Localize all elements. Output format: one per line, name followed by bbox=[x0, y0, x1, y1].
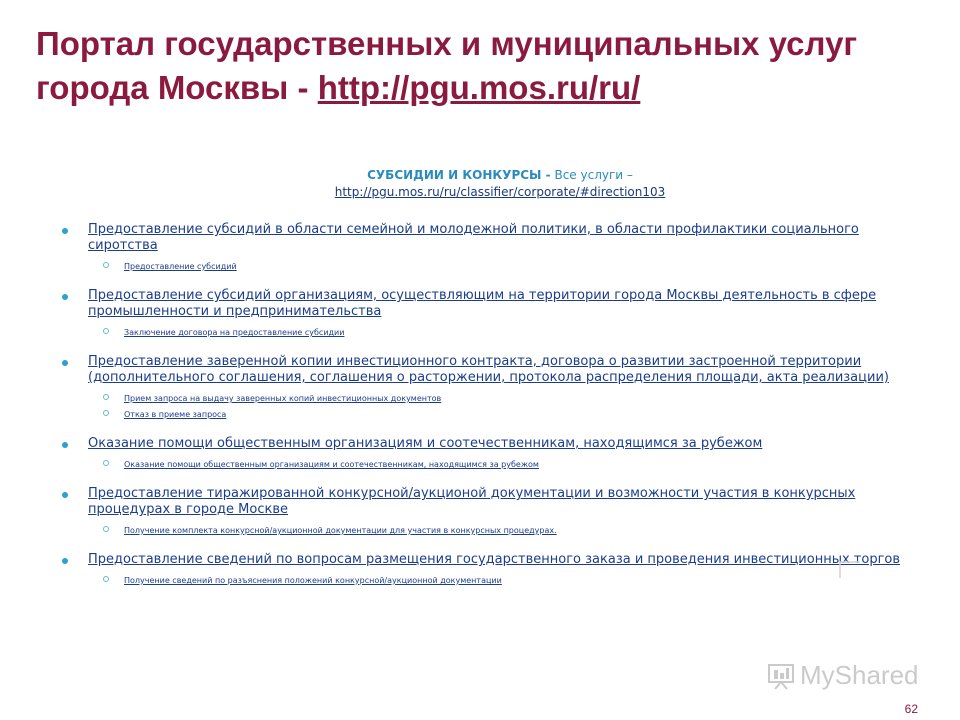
section-subheading bbox=[300, 167, 700, 201]
sub-list bbox=[88, 572, 910, 587]
service-link[interactable]: Предоставление субсидий организациям, осуществляющим на территории города Москвы деятельность в сфере промышленности и предпринимательства bbox=[88, 288, 877, 319]
watermark-text: MyShared bbox=[800, 660, 919, 690]
classifier-link[interactable]: http://pgu.mos.ru/ru/classifier/corporate/#direction103 bbox=[334, 185, 666, 199]
sub-list bbox=[88, 258, 910, 273]
slide-title-text: Портал государственных и муниципальных услуг города Москвы - bbox=[36, 25, 858, 106]
list-item bbox=[60, 436, 910, 471]
sub-service-link[interactable]: Оказание помощи общественным организациям и соотечественникам, находящимся за рубежом bbox=[124, 460, 539, 469]
subheading-bold: СУБСИДИИ И КОНКУРСЫ - bbox=[367, 168, 551, 182]
sub-service-link[interactable]: Получение сведений по разъяснения положений конкурсной/аукционной документации bbox=[124, 576, 502, 585]
service-link[interactable]: Предоставление сведений по вопросам размещения государственного заказа и проведения инвестиционных торгов bbox=[88, 552, 901, 567]
sub-list-item bbox=[88, 406, 910, 421]
watermark-logo bbox=[766, 660, 919, 691]
service-link[interactable]: Оказание помощи общественным организациям и соотечественникам, находящимся за рубежом bbox=[88, 436, 763, 451]
sub-list bbox=[88, 456, 910, 471]
sub-list bbox=[88, 522, 910, 537]
sub-list-item bbox=[88, 390, 910, 405]
slide-title bbox=[36, 22, 936, 110]
sub-service-link[interactable]: Прием запроса на выдачу заверенных копий инвестиционных документов bbox=[124, 394, 442, 403]
sub-list-item bbox=[88, 324, 910, 339]
service-link[interactable]: Предоставление тиражированной конкурсной/аукционой документации и возможности участия в конкурсных процедурах в городе Москве bbox=[88, 486, 856, 517]
portal-link[interactable]: http://pgu.mos.ru/ru/ bbox=[317, 69, 641, 106]
sub-service-link[interactable]: Заключение договора на предоставление субсидии bbox=[124, 328, 345, 337]
sub-list-item bbox=[88, 456, 910, 471]
sub-list-item bbox=[88, 572, 910, 587]
list-item bbox=[60, 486, 910, 537]
service-link[interactable]: Предоставление субсидий в области семейной и молодежной политики, в области профилактики социального сиротства bbox=[88, 222, 859, 253]
list-item bbox=[60, 354, 910, 421]
page-number: 62 bbox=[904, 702, 918, 716]
service-list bbox=[60, 222, 910, 602]
sub-list bbox=[88, 390, 910, 421]
sub-service-link[interactable]: Предоставление субсидий bbox=[124, 262, 237, 271]
list-item bbox=[60, 552, 910, 587]
sub-list-item bbox=[88, 258, 910, 273]
sub-service-link[interactable]: Получение комплекта конкурсной/аукционной документации для участия в конкурсных процедурах. bbox=[124, 526, 557, 535]
subheading-text: Все услуги – bbox=[550, 168, 633, 182]
sub-list-item bbox=[88, 522, 910, 537]
presentation-board-icon bbox=[766, 661, 796, 691]
corner-mark-icon bbox=[838, 560, 862, 580]
list-item bbox=[60, 222, 910, 273]
sub-service-link[interactable]: Отказ в приеме запроса bbox=[124, 410, 227, 419]
list-item bbox=[60, 288, 910, 339]
service-link[interactable]: Предоставление заверенной копии инвестиционного контракта, договора о развитии застроенной территории (дополнительного соглашения, соглашения о расторжении, протокола распределения площади, акта реализации) bbox=[88, 354, 889, 385]
sub-list bbox=[88, 324, 910, 339]
